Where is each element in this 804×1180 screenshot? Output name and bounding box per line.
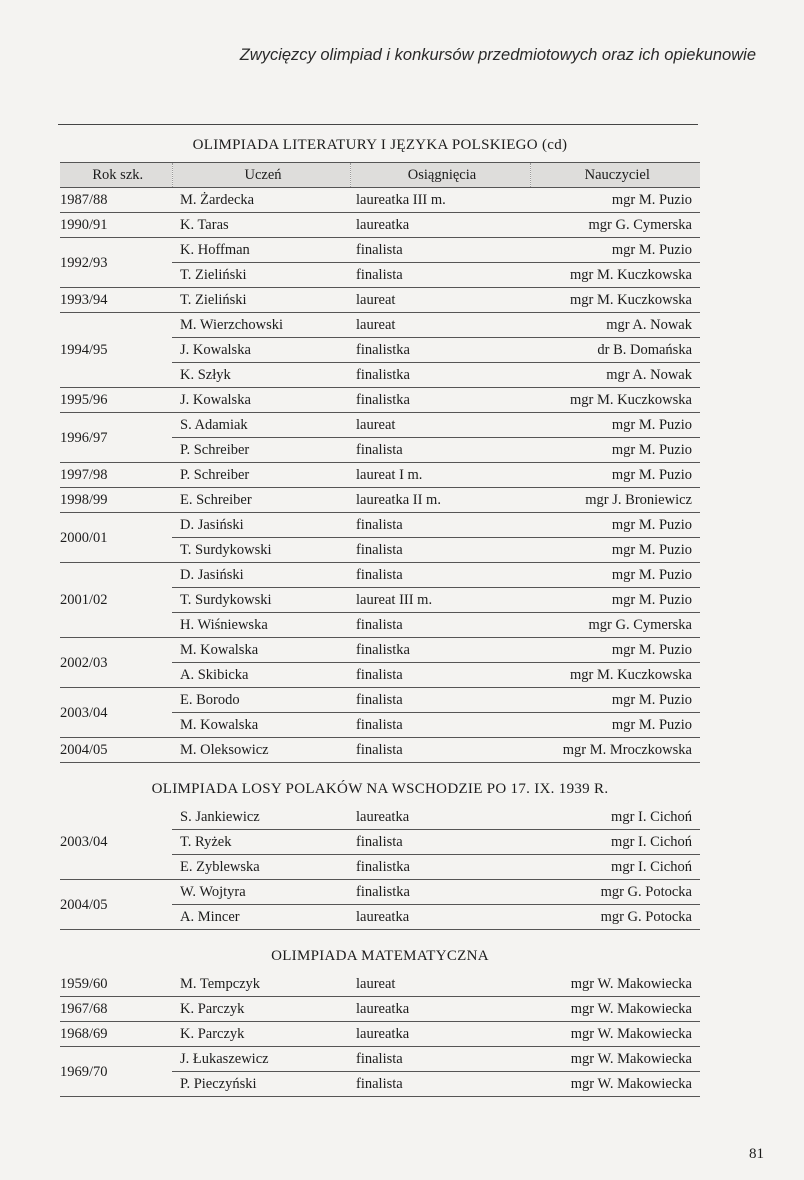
achievement: finalista [350, 513, 530, 538]
table-row [60, 213, 700, 238]
teacher-name: mgr I. Cichoń [530, 830, 700, 855]
teacher-name: mgr M. Puzio [530, 563, 700, 588]
school-year: 1996/97 [60, 413, 172, 463]
achievement: finalistka [350, 880, 530, 905]
student-name: P. Schreiber [172, 463, 350, 488]
page-number: 81 [749, 1146, 764, 1162]
table-row [60, 188, 700, 213]
achievement: finalista [350, 688, 530, 713]
table-body [60, 805, 700, 930]
student-name: J. Łukaszewicz [172, 1047, 350, 1072]
teacher-name: dr B. Domańska [530, 338, 700, 363]
school-year: 1990/91 [60, 213, 172, 238]
table-header [60, 163, 700, 188]
table-math [60, 972, 700, 1097]
student-name: W. Wojtyra [172, 880, 350, 905]
achievement: finalista [350, 1072, 530, 1097]
table-row [60, 997, 700, 1022]
teacher-name: mgr M. Puzio [530, 538, 700, 563]
table-body [60, 188, 700, 763]
table-row [60, 288, 700, 313]
student-name: A. Mincer [172, 905, 350, 930]
table-row [60, 638, 700, 663]
table-row [60, 313, 700, 338]
header-student: Uczeń [172, 163, 350, 188]
teacher-name: mgr I. Cichoń [530, 855, 700, 880]
teacher-name: mgr W. Makowiecka [530, 1047, 700, 1072]
table-body [60, 972, 700, 1097]
teacher-name: mgr M. Puzio [530, 588, 700, 613]
table-row [60, 513, 700, 538]
achievement: laureatka III m. [350, 188, 530, 213]
table-eastern [60, 805, 700, 930]
teacher-name: mgr M. Puzio [530, 713, 700, 738]
student-name: E. Schreiber [172, 488, 350, 513]
table-row [60, 972, 700, 997]
section-title-math: OLIMPIADA MATEMATYCZNA [271, 948, 489, 964]
table-row [60, 1047, 700, 1072]
teacher-name: mgr M. Puzio [530, 238, 700, 263]
student-name: K. Parczyk [172, 1022, 350, 1047]
achievement: laureat [350, 288, 530, 313]
student-name: S. Adamiak [172, 413, 350, 438]
student-name: S. Jankiewicz [172, 805, 350, 830]
achievement: finalista [350, 1047, 530, 1072]
teacher-name: mgr M. Kuczkowska [530, 263, 700, 288]
table-row [60, 805, 700, 830]
achievement: laureatka II m. [350, 488, 530, 513]
school-year: 1969/70 [60, 1047, 172, 1097]
achievement: laureat [350, 313, 530, 338]
school-year: 1994/95 [60, 313, 172, 388]
table-row [60, 413, 700, 438]
achievement: finalistka [350, 388, 530, 413]
teacher-name: mgr W. Makowiecka [530, 1072, 700, 1097]
teacher-name: mgr M. Puzio [530, 688, 700, 713]
student-name: J. Kowalska [172, 338, 350, 363]
school-year: 1992/93 [60, 238, 172, 288]
teacher-name: mgr M. Puzio [530, 413, 700, 438]
teacher-name: mgr G. Cymerska [530, 613, 700, 638]
student-name: M. Żardecka [172, 188, 350, 213]
student-name: T. Surdykowski [172, 588, 350, 613]
achievement: finalistka [350, 855, 530, 880]
teacher-name: mgr M. Puzio [530, 463, 700, 488]
student-name: J. Kowalska [172, 388, 350, 413]
achievement: finalista [350, 263, 530, 288]
student-name: T. Zieliński [172, 263, 350, 288]
achievement: finalista [350, 830, 530, 855]
table-row [60, 1022, 700, 1047]
student-name: H. Wiśniewska [172, 613, 350, 638]
section-title-polish: OLIMPIADA LITERATURY I JĘZYKA POLSKIEGO (cd) [192, 137, 568, 153]
achievement: finalista [350, 438, 530, 463]
achievement: finalistka [350, 363, 530, 388]
table-polish [60, 162, 700, 763]
student-name: T. Ryżek [172, 830, 350, 855]
student-name: T. Surdykowski [172, 538, 350, 563]
table-row [60, 880, 700, 905]
student-name: K. Hoffman [172, 238, 350, 263]
student-name: E. Zyblewska [172, 855, 350, 880]
teacher-name: mgr M. Kuczkowska [530, 288, 700, 313]
student-name: K. Szłyk [172, 363, 350, 388]
table-row [60, 388, 700, 413]
achievement: finalista [350, 238, 530, 263]
table-row [60, 688, 700, 713]
school-year: 2000/01 [60, 513, 172, 563]
school-year: 1998/99 [60, 488, 172, 513]
student-name: M. Kowalska [172, 638, 350, 663]
achievement: finalista [350, 663, 530, 688]
school-year: 1967/68 [60, 997, 172, 1022]
student-name: T. Zieliński [172, 288, 350, 313]
school-year: 1997/98 [60, 463, 172, 488]
teacher-name: mgr W. Makowiecka [530, 1022, 700, 1047]
table-row [60, 488, 700, 513]
teacher-name: mgr M. Kuczkowska [530, 388, 700, 413]
achievement: finalista [350, 613, 530, 638]
achievement: laureatka [350, 213, 530, 238]
school-year: 2004/05 [60, 738, 172, 763]
teacher-name: mgr G. Potocka [530, 880, 700, 905]
teacher-name: mgr W. Makowiecka [530, 997, 700, 1022]
student-name: D. Jasiński [172, 513, 350, 538]
teacher-name: mgr A. Nowak [530, 363, 700, 388]
teacher-name: mgr M. Puzio [530, 188, 700, 213]
school-year: 1959/60 [60, 972, 172, 997]
achievement: finalista [350, 538, 530, 563]
teacher-name: mgr M. Kuczkowska [530, 663, 700, 688]
teacher-name: mgr J. Broniewicz [530, 488, 700, 513]
header-achievement: Osiągnięcia [350, 163, 530, 188]
student-name: P. Schreiber [172, 438, 350, 463]
student-name: E. Borodo [172, 688, 350, 713]
achievement: laureatka [350, 1022, 530, 1047]
teacher-name: mgr M. Puzio [530, 438, 700, 463]
teacher-name: mgr M. Puzio [530, 513, 700, 538]
student-name: D. Jasiński [172, 563, 350, 588]
achievement: finalista [350, 563, 530, 588]
achievement: laureatka [350, 997, 530, 1022]
section-title-eastern: OLIMPIADA LOSY POLAKÓW NA WSCHODZIE PO 17. IX. 1939 R. [151, 781, 609, 797]
achievement: laureatka [350, 805, 530, 830]
student-name: K. Parczyk [172, 997, 350, 1022]
school-year: 1993/94 [60, 288, 172, 313]
achievement: finalistka [350, 638, 530, 663]
school-year: 2003/04 [60, 805, 172, 880]
student-name: P. Pieczyński [172, 1072, 350, 1097]
school-year: 2004/05 [60, 880, 172, 930]
school-year: 1987/88 [60, 188, 172, 213]
student-name: M. Kowalska [172, 713, 350, 738]
student-name: M. Wierzchowski [172, 313, 350, 338]
school-year: 1995/96 [60, 388, 172, 413]
achievement: laureat I m. [350, 463, 530, 488]
header-teacher: Nauczyciel [530, 163, 700, 188]
student-name: A. Skibicka [172, 663, 350, 688]
achievement: finalista [350, 738, 530, 763]
teacher-name: mgr G. Potocka [530, 905, 700, 930]
teacher-name: mgr A. Nowak [530, 313, 700, 338]
teacher-name: mgr I. Cichoń [530, 805, 700, 830]
running-header: Zwycięzcy olimpiad i konkursów przedmiotowych oraz ich opiekunowie [239, 46, 756, 64]
school-year: 2003/04 [60, 688, 172, 738]
student-name: M. Oleksowicz [172, 738, 350, 763]
student-name: K. Taras [172, 213, 350, 238]
student-name: M. Tempczyk [172, 972, 350, 997]
table-row [60, 738, 700, 763]
teacher-name: mgr G. Cymerska [530, 213, 700, 238]
school-year: 2001/02 [60, 563, 172, 638]
header-year: Rok szk. [60, 163, 172, 188]
school-year: 1968/69 [60, 1022, 172, 1047]
header-row [60, 163, 700, 188]
teacher-name: mgr W. Makowiecka [530, 972, 700, 997]
table-row [60, 238, 700, 263]
achievement: finalistka [350, 338, 530, 363]
achievement: laureat [350, 972, 530, 997]
achievement: finalista [350, 713, 530, 738]
school-year: 2002/03 [60, 638, 172, 688]
achievement: laureat [350, 413, 530, 438]
table-row [60, 563, 700, 588]
teacher-name: mgr M. Puzio [530, 638, 700, 663]
teacher-name: mgr M. Mroczkowska [530, 738, 700, 763]
top-rule [58, 124, 698, 125]
achievement: laureatka [350, 905, 530, 930]
achievement: laureat III m. [350, 588, 530, 613]
table-row [60, 463, 700, 488]
